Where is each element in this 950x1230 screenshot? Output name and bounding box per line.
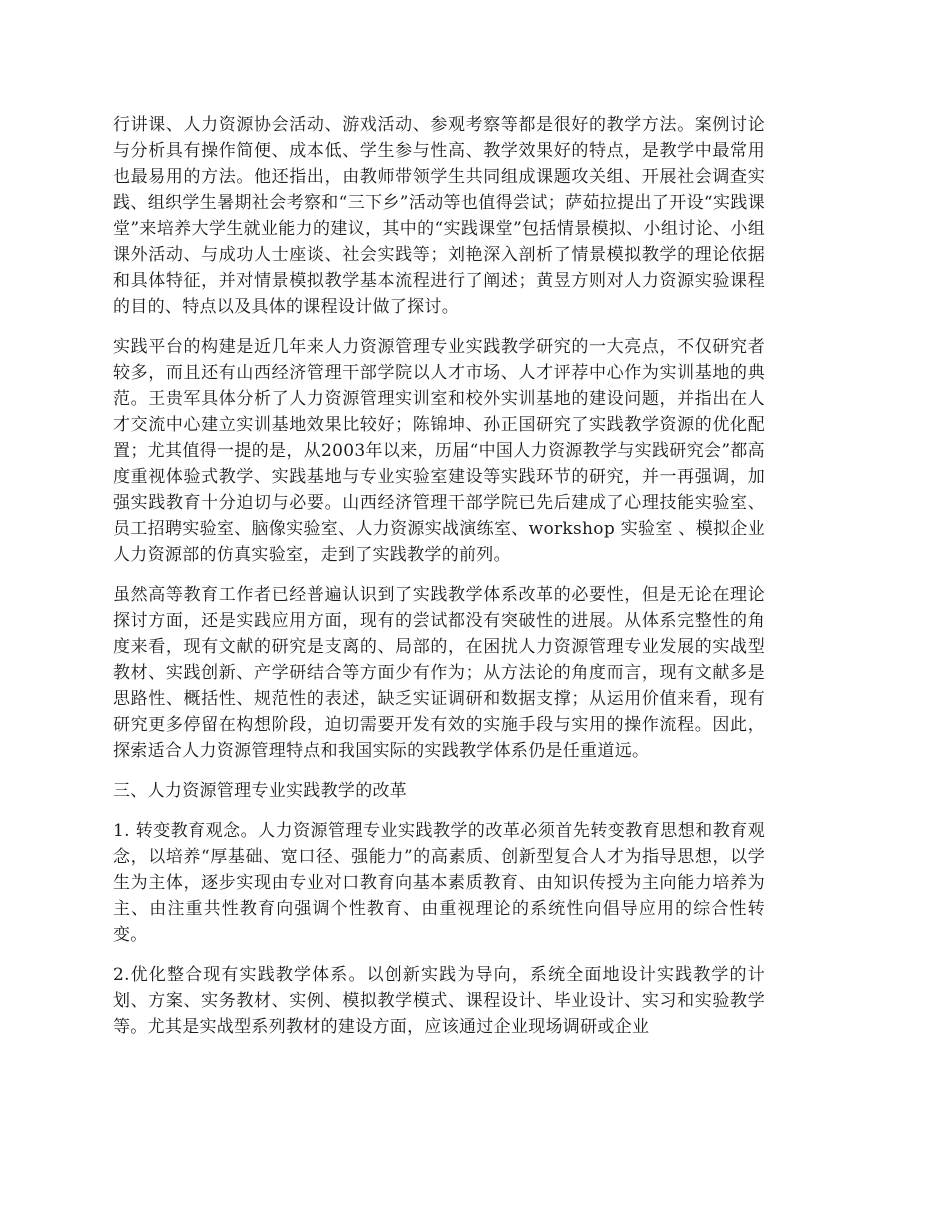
section-heading: 三、人力资源管理专业实践教学的改革 — [113, 781, 408, 801]
paragraph-teaching-methods: 行讲课、人力资源协会活动、游戏活动、参观考察等都是很好的教学方法。案例讨论与分析具有操作简便、成本低、学生参与性高、教学效果好的特点，是教学中最常用也最易用的方法。他还指出，由教师带领学生共同组成课题攻关组、开展社会调查实践、组织学生暑期社会考察和“三下乡”活动等也值得尝试；萨茹拉提出了开设“实践课堂”来培养大学生就业能力的建议，其中的“实践课堂”包括情景模拟、小组讨论、小组课外活动、与成功人士座谈、社会实践等；刘艳深入剖析了情景模拟教学的理论依据和具体特征，并对情景模拟教学基本流程进行了阐述；黄昱方则对人力资源实验课程的目的、特点以及具体的课程设计做了探讨。 — [113, 115, 765, 317]
list-item-change-concepts: 1. 转变教育观念。人力资源管理专业实践教学的改革必须首先转变教育思想和教育观念，以培养“厚基础、宽口径、强能力”的高素质、创新型复合人才为指导思想，以学生为主体，逐步实现由专业对口教育向基本素质教育、由知识传授为主向能力培养为主、由注重共性教育向强调个性教育、由重视理论的系统性向倡导应用的综合性转变。 — [113, 821, 765, 945]
document-page — [113, 112, 765, 1054]
list-item-optimize-system: 2.优化整合现有实践教学体系。以创新实践为导向，系统全面地设计实践教学的计划、方案、实务教材、实例、模拟教学模式、课程设计、毕业设计、实习和实验教学等。尤其是实战型系列教材的建设方面，应该通过企业现场调研或企业 — [113, 965, 765, 1037]
paragraph-practice-platform: 实践平台的构建是近几年来人力资源管理专业实践教学研究的一大亮点，不仅研究者较多，而且还有山西经济管理干部学院以人才市场、人才评荐中心作为实训基地的典范。王贵军具体分析了人力资源管理实训室和校外实训基地的建设问题，并指出在人才交流中心建立实训基地效果比较好；陈锦坤、孙正国研究了实践教学资源的优化配置；尤其值得一提的是，从2003年以来，历届“中国人力资源教学与实践研究会”都高度重视体验式教学、实践基地与专业实验室建设等实践环节的研究，并一再强调，加强实践教育十分迫切与必要。山西经济管理干部学院已先后建成了心理技能实验室、员工招聘实验室、脑像实验室、人力资源实战演练室、workshop 实验室 、模拟企业人力资源部的仿真实验室，走到了实践教学的前列。 — [113, 337, 765, 565]
paragraph-literature-gaps: 虽然高等教育工作者已经普遍认识到了实践教学体系改革的必要性，但是无论在理论探讨方面，还是实践应用方面，现有的尝试都没有突破性的进展。从体系完整性的角度来看，现有文献的研究是支离的、局部的，在困扰人力资源管理专业发展的实战型教材、实践创新、产学研结合等方面少有作为；从方法论的角度而言，现有文献多是思路性、概括性、规范性的表述，缺乏实证调研和数据支撑；从运用价值来看，现有研究更多停留在构想阶段，迫切需要开发有效的实施手段与实用的操作流程。因此，探索适合人力资源管理特点和我国实际的实践教学体系仍是任重道远。 — [113, 585, 765, 761]
